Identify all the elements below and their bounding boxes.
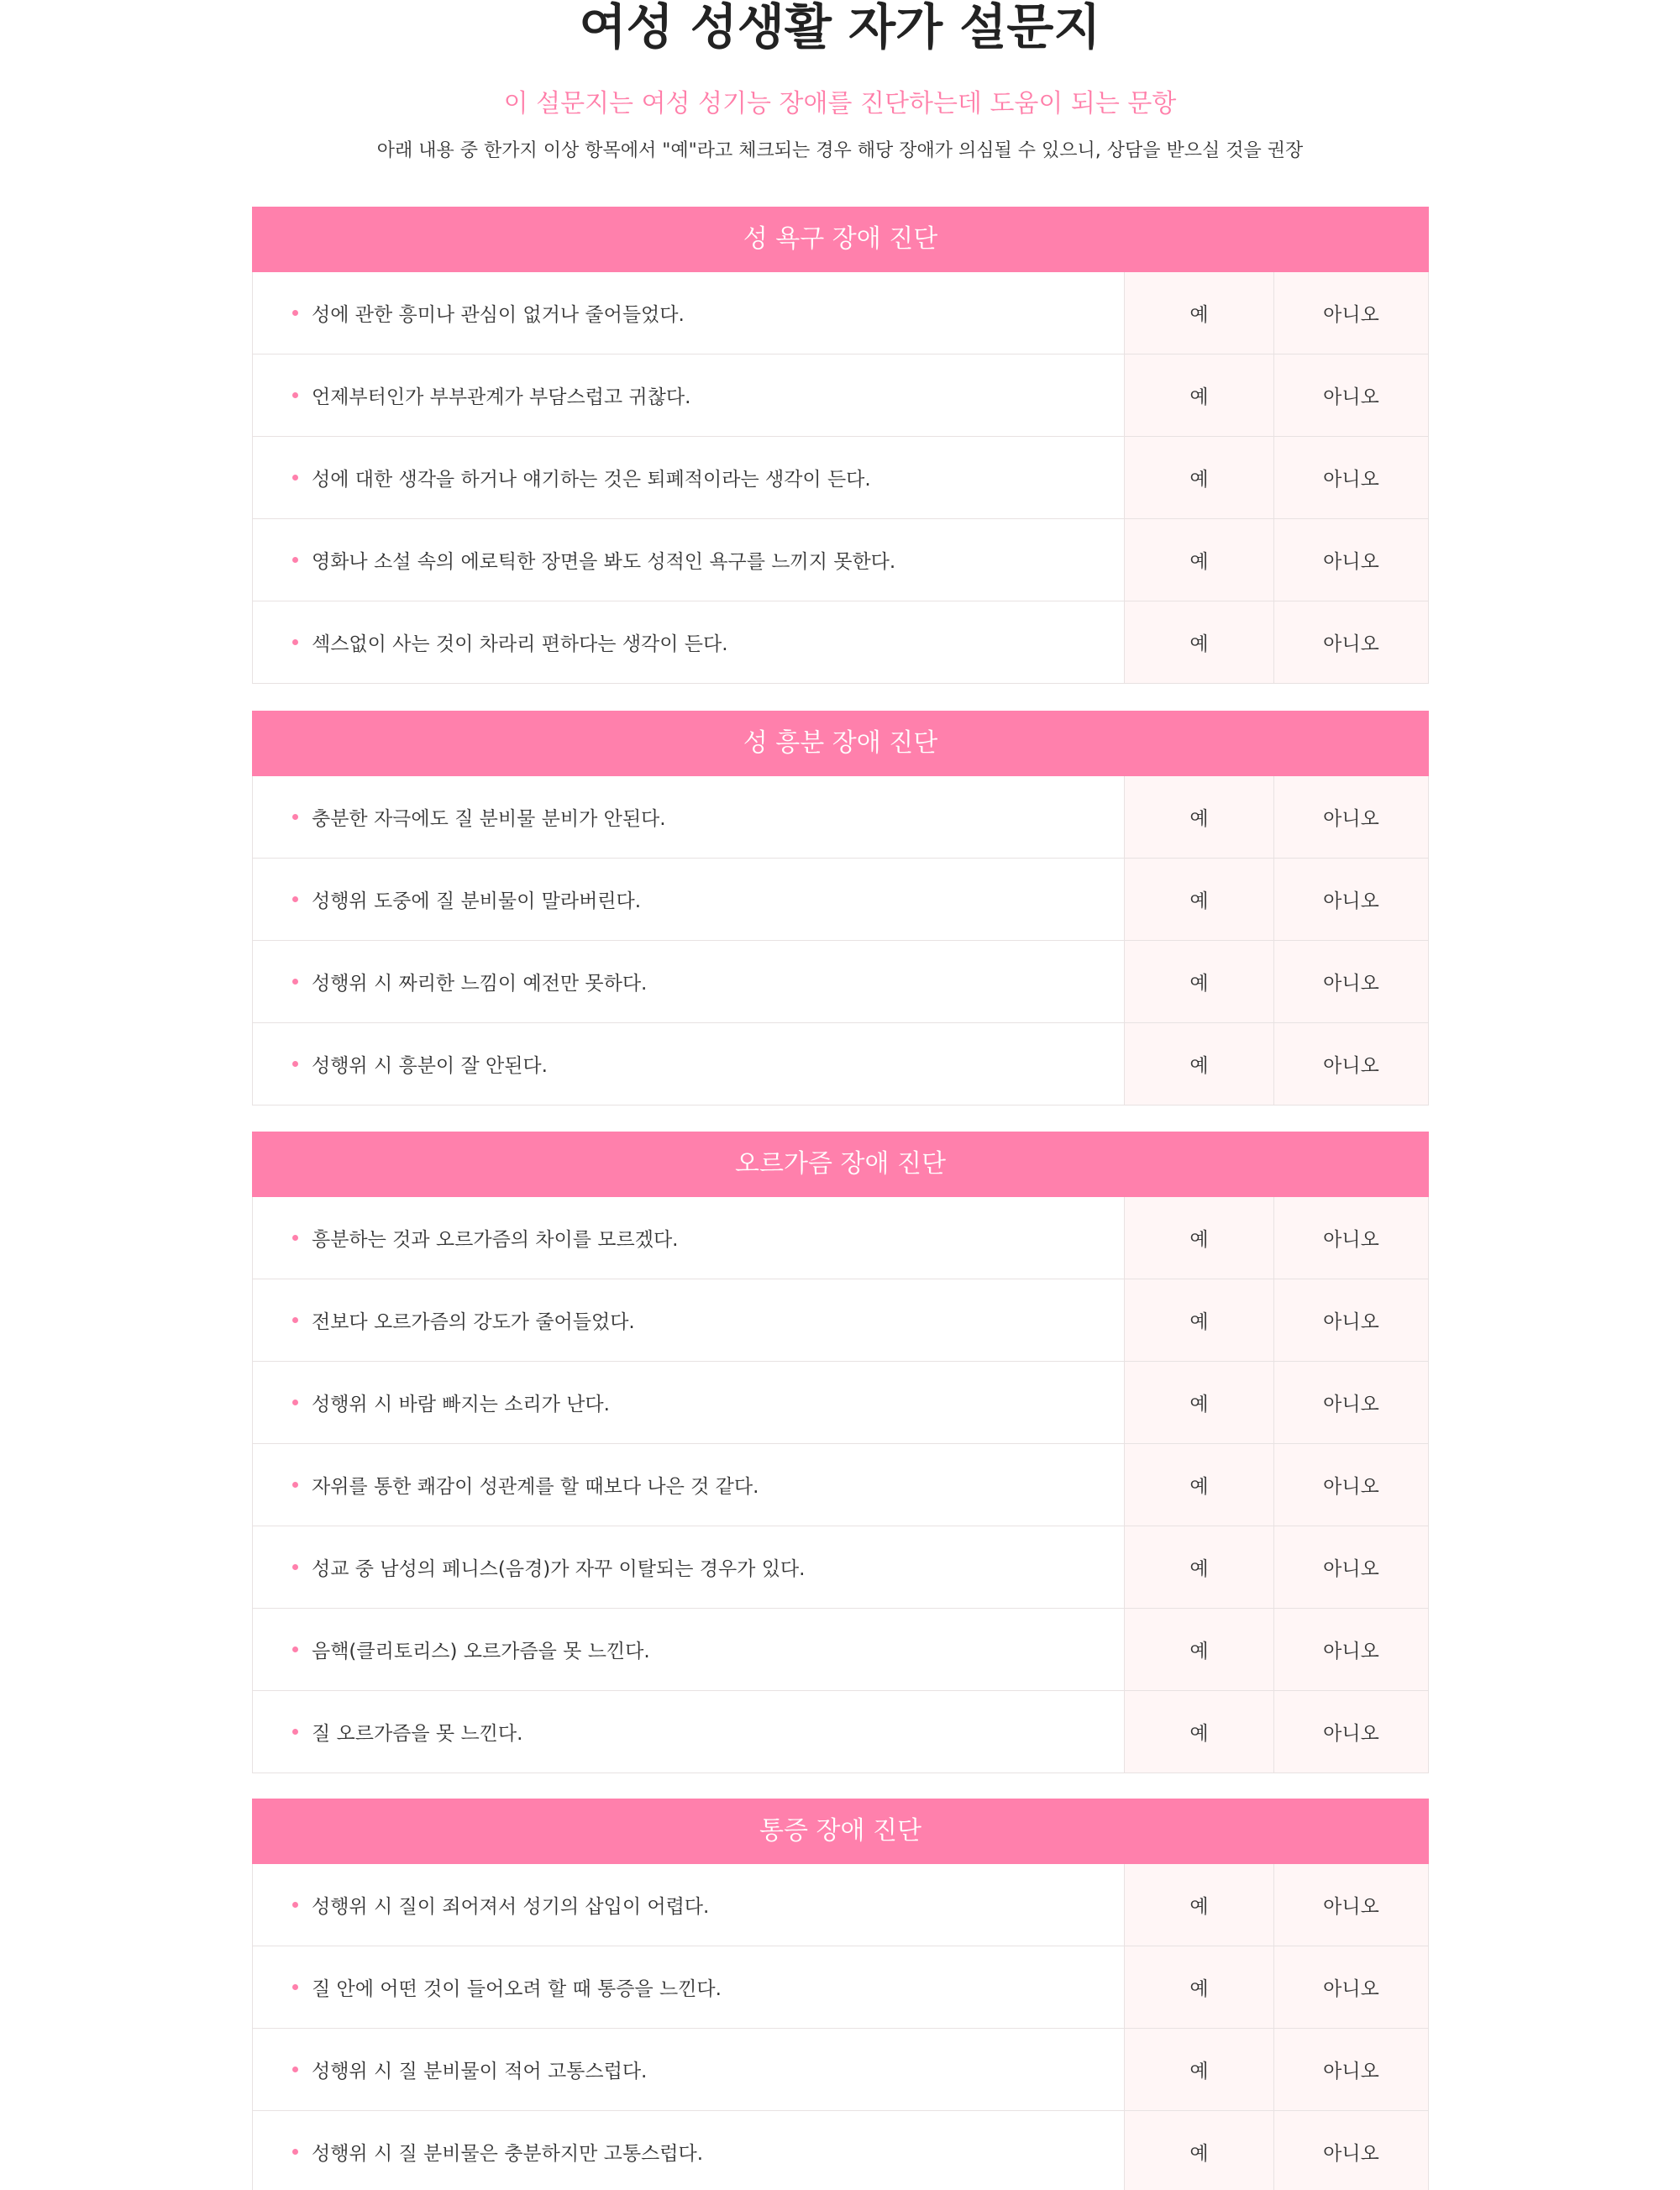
question: [253, 776, 1125, 858]
yes-option[interactable]: 예: [1125, 1946, 1274, 2028]
question-row: [252, 519, 1429, 601]
no-option[interactable]: 아니오: [1274, 1609, 1428, 1690]
yes-option[interactable]: 예: [1125, 1444, 1274, 1526]
section-header: 성 욕구 장애 진단: [252, 207, 1429, 272]
question-text: 음핵(클리토리스) 오르가즘을 못 느낀다.: [312, 1641, 650, 1662]
question-text: 흥분하는 것과 오르가즘의 차이를 모르겠다.: [312, 1229, 679, 1251]
question: [253, 519, 1125, 601]
no-option[interactable]: 아니오: [1274, 1279, 1428, 1361]
question-row: [252, 1946, 1429, 2029]
bullet-icon: [292, 2149, 298, 2155]
question-row: [252, 1609, 1429, 1691]
question-row: [252, 1023, 1429, 1106]
no-option[interactable]: 아니오: [1274, 2029, 1428, 2110]
question: [253, 1279, 1125, 1361]
yes-option[interactable]: 예: [1125, 2029, 1274, 2110]
question: [253, 1023, 1125, 1105]
question-text: 성행위 시 질 분비물이 적어 고통스럽다.: [312, 2061, 648, 2082]
bullet-icon: [292, 1061, 298, 1067]
question: [253, 1526, 1125, 1608]
yes-option[interactable]: 예: [1125, 941, 1274, 1022]
yes-option[interactable]: 예: [1125, 1197, 1274, 1279]
page-subtitle: 이 설문지는 여성 성기능 장애를 진단하는데 도움이 되는 문항: [503, 89, 1177, 118]
no-option[interactable]: 아니오: [1274, 776, 1428, 858]
section-pain: [252, 1799, 1429, 2190]
no-option[interactable]: 아니오: [1274, 1023, 1428, 1105]
bullet-icon: [292, 979, 298, 985]
bullet-icon: [292, 896, 298, 902]
yes-option[interactable]: 예: [1125, 272, 1274, 354]
yes-option[interactable]: 예: [1125, 859, 1274, 940]
question: [253, 1946, 1125, 2028]
bullet-icon: [292, 557, 298, 563]
bullet-icon: [292, 1564, 298, 1570]
no-option[interactable]: 아니오: [1274, 2111, 1428, 2190]
bullet-icon: [292, 1984, 298, 1990]
question-text: 성행위 시 흥분이 잘 안된다.: [312, 1055, 548, 1077]
question-text: 성행위 시 짜리한 느낌이 예전만 못하다.: [312, 973, 648, 995]
yes-option[interactable]: 예: [1125, 437, 1274, 518]
yes-option[interactable]: 예: [1125, 1023, 1274, 1105]
question-text: 충분한 자극에도 질 분비물 분비가 안된다.: [312, 808, 666, 830]
question-text: 자위를 통한 쾌감이 성관계를 할 때보다 나은 것 같다.: [312, 1476, 759, 1498]
yes-option[interactable]: 예: [1125, 1526, 1274, 1608]
yes-option[interactable]: 예: [1125, 776, 1274, 858]
question-text: 질 오르가즘을 못 느낀다.: [312, 1723, 523, 1745]
yes-option[interactable]: 예: [1125, 354, 1274, 436]
question-row: [252, 354, 1429, 437]
section-header: 성 흥분 장애 진단: [252, 711, 1429, 776]
question-text: 성행위 시 질 분비물은 충분하지만 고통스럽다.: [312, 2143, 704, 2165]
question-row: [252, 776, 1429, 859]
yes-option[interactable]: 예: [1125, 1691, 1274, 1772]
yes-option[interactable]: 예: [1125, 601, 1274, 683]
question-text: 섹스없이 사는 것이 차라리 편하다는 생각이 든다.: [312, 633, 728, 655]
no-option[interactable]: 아니오: [1274, 437, 1428, 518]
section-orgasm: [252, 1132, 1429, 1773]
no-option[interactable]: 아니오: [1274, 1526, 1428, 1608]
question-text: 전보다 오르가즘의 강도가 줄어들었다.: [312, 1311, 635, 1333]
question-row: [252, 272, 1429, 354]
question-text: 성에 관한 흥미나 관심이 없거나 줄어들었다.: [312, 304, 685, 326]
yes-option[interactable]: 예: [1125, 1362, 1274, 1443]
no-option[interactable]: 아니오: [1274, 1444, 1428, 1526]
question-row: [252, 1197, 1429, 1279]
yes-option[interactable]: 예: [1125, 519, 1274, 601]
no-option[interactable]: 아니오: [1274, 519, 1428, 601]
question-text: 성행위 시 바람 빠지는 소리가 난다.: [312, 1394, 610, 1415]
question: [253, 859, 1125, 940]
question: [253, 1197, 1125, 1279]
question-text: 성행위 시 질이 죄어져서 성기의 삽입이 어렵다.: [312, 1896, 710, 1918]
bullet-icon: [292, 2067, 298, 2072]
yes-option[interactable]: 예: [1125, 2111, 1274, 2190]
question-text: 언제부터인가 부부관계가 부담스럽고 귀찮다.: [312, 386, 691, 408]
question-text: 성행위 도중에 질 분비물이 말라버린다.: [312, 890, 642, 912]
question-row: [252, 1362, 1429, 1444]
question: [253, 2029, 1125, 2110]
question-row: [252, 859, 1429, 941]
section-header: 오르가즘 장애 진단: [252, 1132, 1429, 1197]
section-header: 통증 장애 진단: [252, 1799, 1429, 1864]
question: [253, 272, 1125, 354]
bullet-icon: [292, 1482, 298, 1488]
question-row: [252, 601, 1429, 684]
no-option[interactable]: 아니오: [1274, 1946, 1428, 2028]
question-text: 성교 중 남성의 페니스(음경)가 자꾸 이탈되는 경우가 있다.: [312, 1558, 806, 1580]
question: [253, 1444, 1125, 1526]
question-row: [252, 2029, 1429, 2111]
bullet-icon: [292, 310, 298, 316]
bullet-icon: [292, 1235, 298, 1241]
yes-option[interactable]: 예: [1125, 1279, 1274, 1361]
section-sexual-arousal: [252, 711, 1429, 1106]
bullet-icon: [292, 639, 298, 645]
bullet-icon: [292, 1729, 298, 1735]
no-option[interactable]: 아니오: [1274, 601, 1428, 683]
question-row: [252, 941, 1429, 1023]
yes-option[interactable]: 예: [1125, 1609, 1274, 1690]
question-row: [252, 1691, 1429, 1773]
question-row: [252, 1864, 1429, 1946]
page-title: 여성 성생활 자가 설문지: [579, 0, 1101, 55]
yes-option[interactable]: 예: [1125, 1864, 1274, 1946]
question-text: 영화나 소설 속의 에로틱한 장면을 봐도 성적인 욕구를 느끼지 못한다.: [312, 551, 896, 573]
no-option[interactable]: 아니오: [1274, 1864, 1428, 1946]
section-sexual-desire: [252, 207, 1429, 684]
bullet-icon: [292, 392, 298, 398]
bullet-icon: [292, 814, 298, 820]
no-option[interactable]: 아니오: [1274, 1691, 1428, 1772]
question: [253, 1864, 1125, 1946]
question: [253, 437, 1125, 518]
bullet-icon: [292, 1646, 298, 1652]
bullet-icon: [292, 475, 298, 481]
question: [253, 2111, 1125, 2190]
question-row: [252, 1279, 1429, 1362]
bullet-icon: [292, 1317, 298, 1323]
no-option[interactable]: 아니오: [1274, 859, 1428, 940]
question-row: [252, 1526, 1429, 1609]
question-text: 성에 대한 생각을 하거나 얘기하는 것은 퇴폐적이라는 생각이 든다.: [312, 469, 871, 491]
question: [253, 601, 1125, 683]
question: [253, 1609, 1125, 1690]
bullet-icon: [292, 1902, 298, 1908]
question: [253, 1691, 1125, 1772]
question: [253, 941, 1125, 1022]
bullet-icon: [292, 1400, 298, 1405]
question-row: [252, 1444, 1429, 1526]
question: [253, 1362, 1125, 1443]
no-option[interactable]: 아니오: [1274, 941, 1428, 1022]
page-description: 아래 내용 중 한가지 이상 항목에서 "예"라고 체크되는 경우 해당 장애가 의심될 수 있으니, 상담을 받으실 것을 권장: [376, 140, 1304, 161]
no-option[interactable]: 아니오: [1274, 354, 1428, 436]
no-option[interactable]: 아니오: [1274, 1197, 1428, 1279]
question: [253, 354, 1125, 436]
question-text: 질 안에 어떤 것이 들어오려 할 때 통증을 느낀다.: [312, 1978, 722, 2000]
question-row: [252, 2111, 1429, 2190]
question-row: [252, 437, 1429, 519]
no-option[interactable]: 아니오: [1274, 272, 1428, 354]
no-option[interactable]: 아니오: [1274, 1362, 1428, 1443]
